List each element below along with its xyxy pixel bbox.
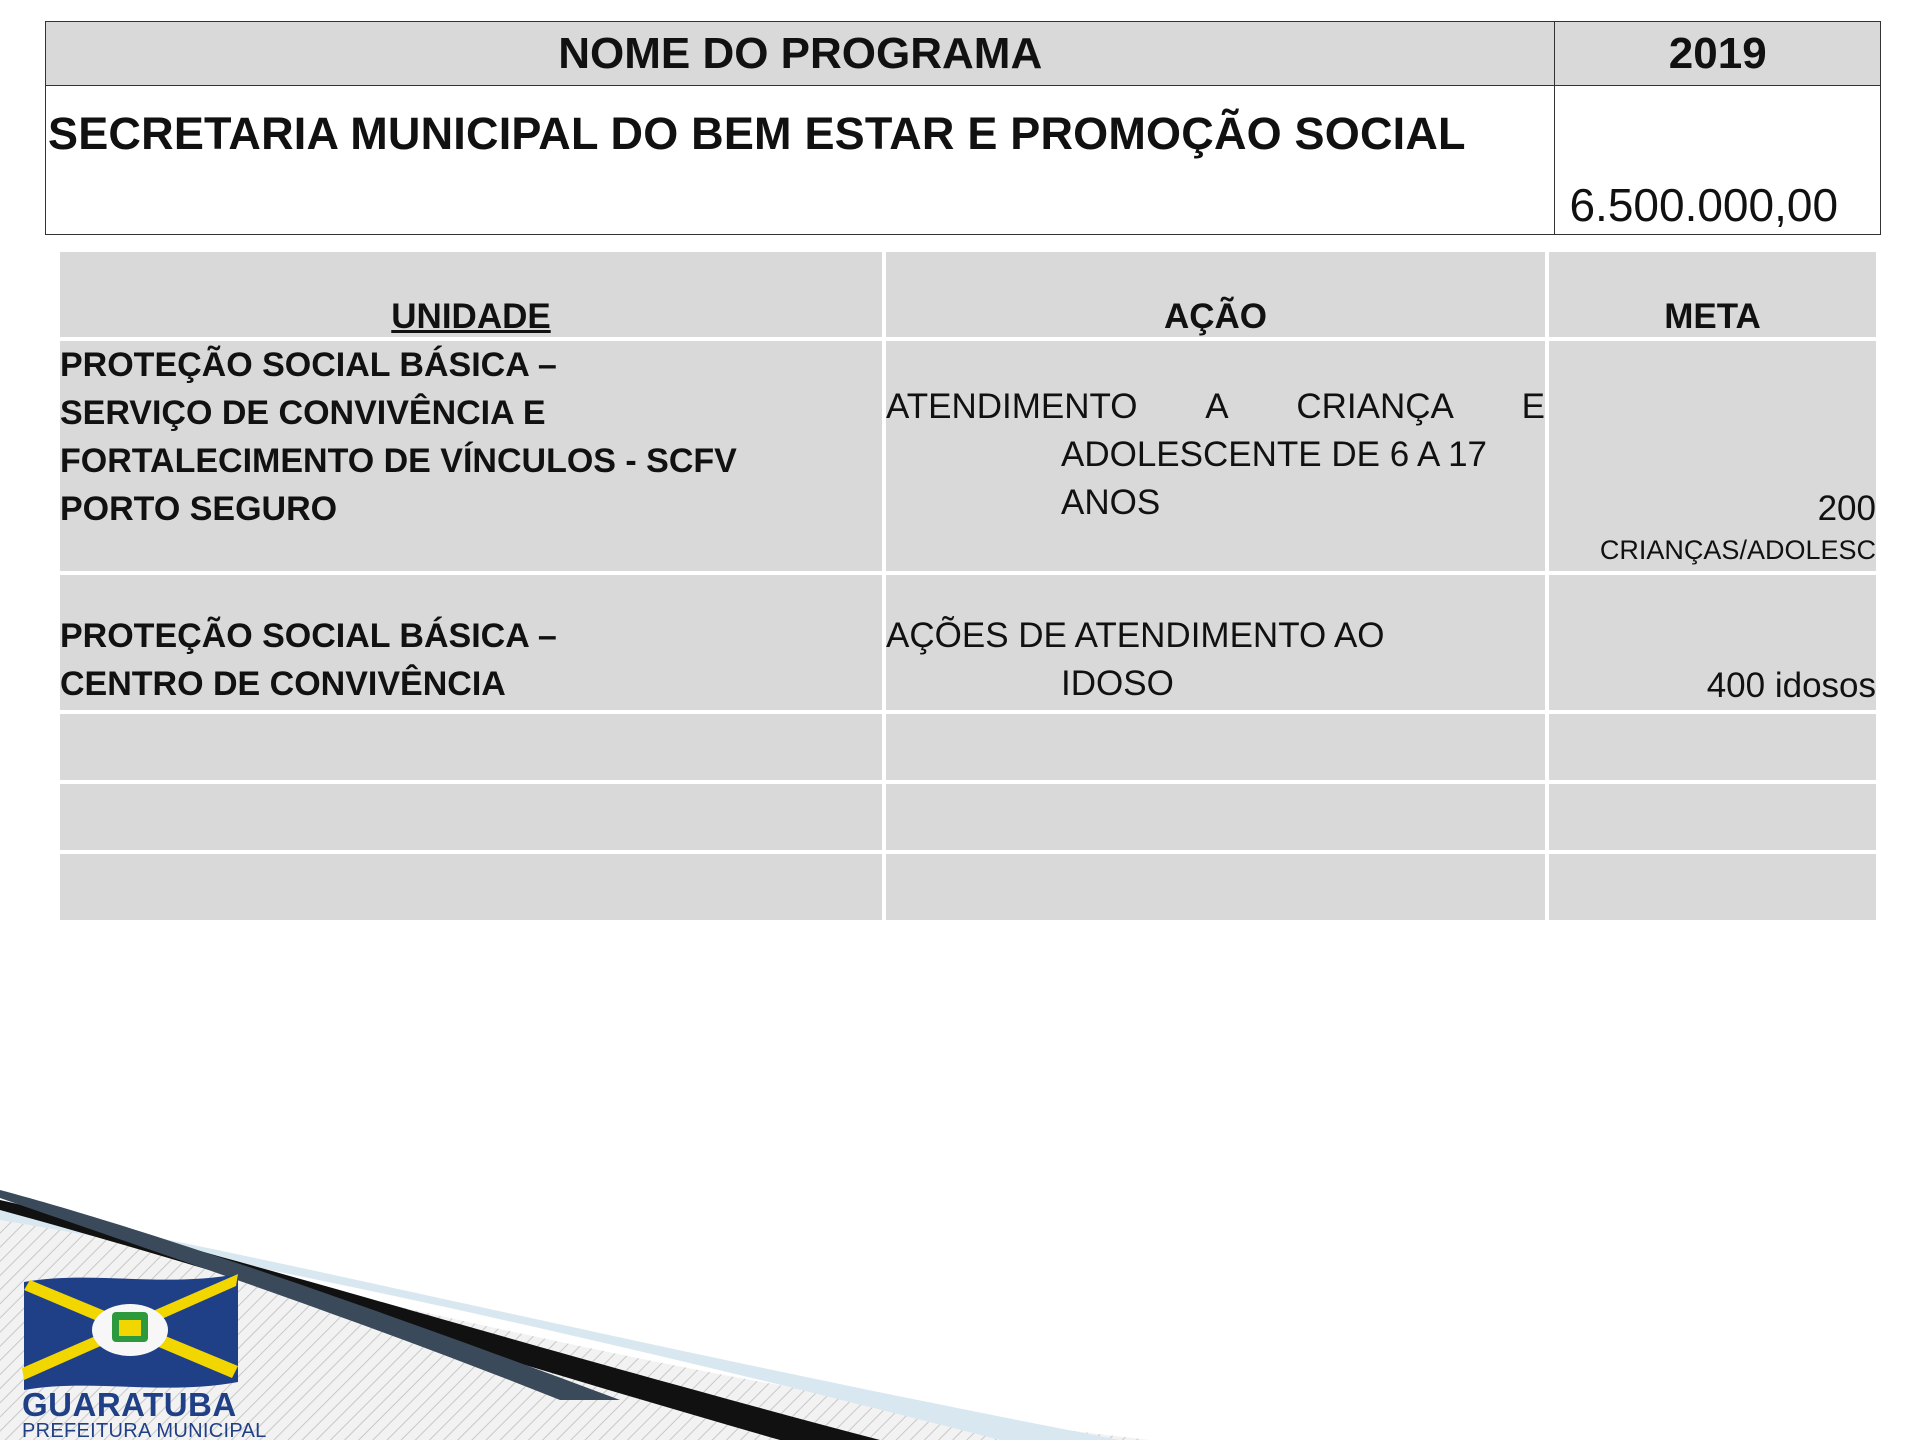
program-header-row: [46, 22, 1881, 86]
unidade-cell: [60, 575, 882, 710]
meta-header: META: [1549, 252, 1876, 337]
logo-title: GUARATUBA: [22, 1386, 237, 1423]
acao-line: AÇÕES DE ATENDIMENTO AO: [886, 616, 1385, 655]
acao-header: AÇÃO: [886, 252, 1545, 337]
unidade-line: PROTEÇÃO SOCIAL BÁSICA –: [60, 346, 557, 384]
empty-cell: [60, 714, 882, 780]
secretaria-name: SECRETARIA MUNICIPAL DO BEM ESTAR E PROMOÇÃO SOCIAL: [46, 86, 1555, 235]
logo-subtitle: PREFEITURA MUNICIPAL: [22, 1420, 267, 1442]
empty-cell: [886, 784, 1545, 850]
unidade-line: PORTO SEGURO: [60, 490, 338, 528]
unidade-header: UNIDADE: [60, 252, 882, 337]
empty-cell: [1549, 714, 1876, 780]
acao-line: ADOLESCENTE DE 6 A 17: [1061, 435, 1488, 474]
acao-line: IDOSO: [1061, 664, 1174, 703]
program-name-header: NOME DO PROGRAMA: [46, 22, 1555, 86]
unidade-line: CENTRO DE CONVIVÊNCIA: [60, 665, 506, 703]
empty-row: [60, 784, 1876, 850]
empty-cell: [886, 714, 1545, 780]
empty-row: [60, 854, 1876, 920]
program-amount: 6.500.000,00: [1555, 86, 1881, 235]
meta-cell: 400 idosos: [1549, 575, 1876, 710]
empty-cell: [60, 784, 882, 850]
meta-unit: CRIANÇAS/ADOLESC: [1599, 535, 1876, 565]
acao-cell: [886, 575, 1545, 710]
table-row: [60, 341, 1876, 571]
program-row: [46, 86, 1881, 235]
unidade-line: FORTALECIMENTO DE VÍNCULOS - SCFV: [60, 442, 737, 480]
acao-line: ANOS: [1061, 483, 1161, 522]
table-row: [60, 575, 1876, 710]
acao-cell: [886, 341, 1545, 571]
actions-table: [56, 248, 1880, 924]
actions-header-row: [60, 252, 1876, 337]
empty-row: [60, 714, 1876, 780]
meta-cell: [1549, 341, 1876, 571]
empty-cell: [886, 854, 1545, 920]
unidade-cell: [60, 341, 882, 571]
empty-cell: [60, 854, 882, 920]
program-year-header: 2019: [1555, 22, 1881, 86]
empty-cell: [1549, 784, 1876, 850]
unidade-line: SERVIÇO DE CONVIVÊNCIA E: [60, 394, 546, 432]
unidade-line: PROTEÇÃO SOCIAL BÁSICA –: [60, 617, 557, 655]
program-table: [45, 21, 1881, 235]
empty-cell: [1549, 854, 1876, 920]
acao-line: ATENDIMENTO A CRIANÇA E: [886, 387, 1545, 426]
footer-swoosh-decoration: [0, 1190, 1920, 1440]
meta-number: 200: [1817, 489, 1876, 528]
